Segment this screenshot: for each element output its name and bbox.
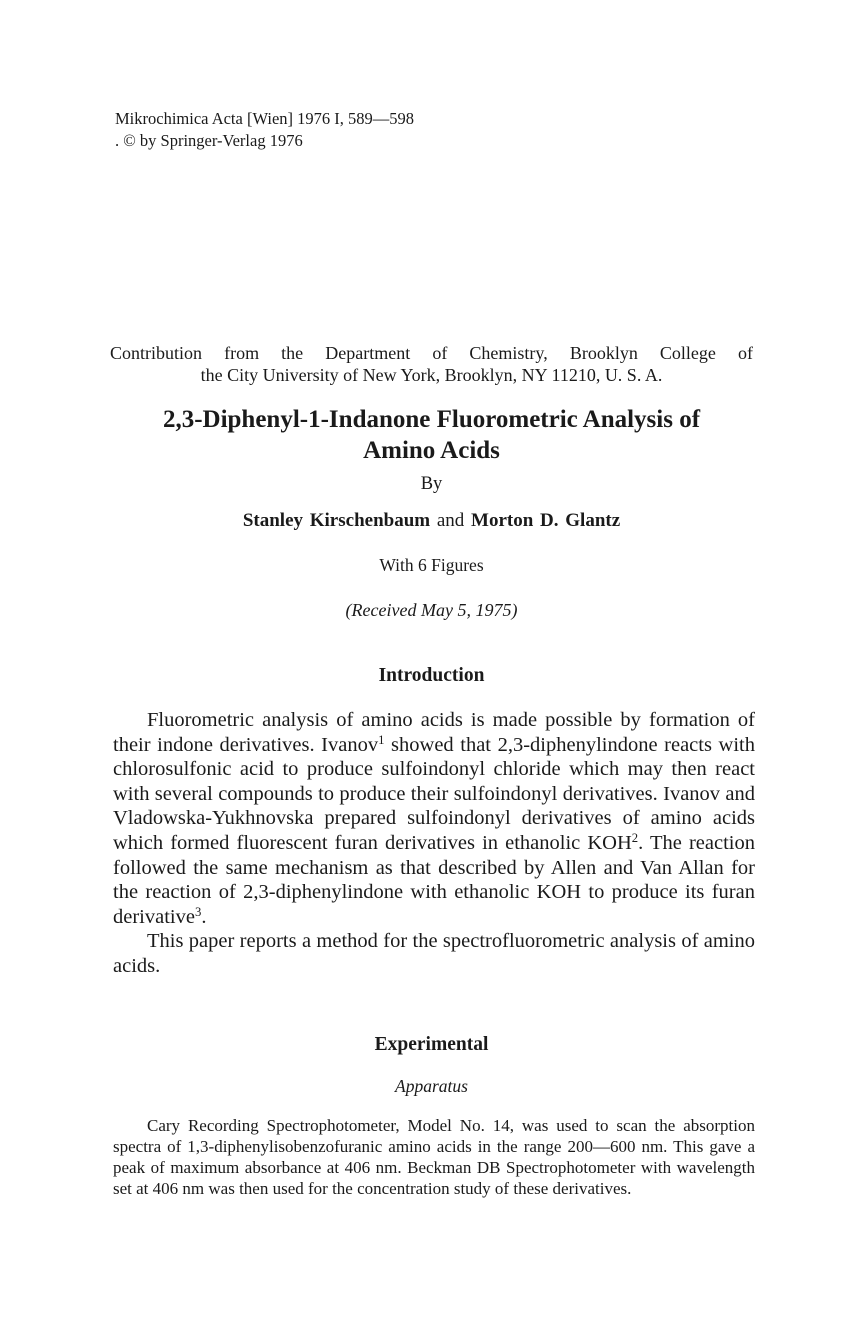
intro-text-part-2: showed that 2,3-diphenylindone reacts with chlorosulfonic acid to produce sulfoindonyl chloride which may then react with several compounds to produce their sulfoindonyl derivatives. Ivanov and Vladowska-Yukhnovska prepared sulfoindonyl derivatives of amino acids which formed fluorescent furan derivatives in ethanolic KOH bbox=[113, 733, 755, 854]
paper-title-line-2: Amino Acids bbox=[363, 437, 500, 464]
journal-copyright: . © by Springer-Verlag 1976 bbox=[115, 131, 303, 150]
affiliation bbox=[110, 342, 753, 386]
apparatus-body bbox=[113, 1116, 755, 1200]
author-1: Stanley Kirschenbaum bbox=[242, 510, 431, 531]
introduction-body bbox=[113, 708, 755, 979]
intro-text-part-1: Fluorometric analysis of amino acids is made possible by formation of their indone derivatives. Ivanov bbox=[113, 709, 755, 756]
paper-title bbox=[60, 404, 803, 466]
journal-info bbox=[115, 108, 414, 152]
authors bbox=[0, 510, 863, 532]
received-date: (Received May 5, 1975) bbox=[345, 600, 518, 620]
intro-text-part-3: . The reaction followed the same mechanism as that described by Allen and Van Allan for the reaction of 2,3-diphenylindone with ethanolic KOH to produce its furan derivative bbox=[113, 831, 755, 928]
apparatus-paragraph-1: Cary Recording Spectrophotometer, Model No. 14, was used to scan the absorption spectra of 1,3-diphenylisobenzofuranic amino acids in the range 200—600 nm. This gave a peak of maximum absorbance at 406 nm. Beckman DB Spectrophotometer with wavelength set at 406 nm was then used for the concentration study of these derivatives. bbox=[113, 1116, 755, 1198]
intro-text-part-4: . bbox=[201, 905, 207, 928]
introduction-heading: Introduction bbox=[378, 665, 485, 686]
experimental-heading: Experimental bbox=[374, 1034, 489, 1055]
figures-note: With 6 Figures bbox=[379, 555, 484, 575]
author-conjunction: and bbox=[436, 510, 465, 531]
introduction-paragraph-1 bbox=[113, 708, 755, 929]
journal-citation: Mikrochimica Acta [Wien] 1976 I, 589—598 bbox=[115, 109, 415, 128]
paper-title-line-1: 2,3-Diphenyl-1-Indanone Fluorometric Analysis of bbox=[162, 406, 701, 433]
reference-3: 3 bbox=[194, 904, 202, 919]
affiliation-line-1: Contribution from the Department of Chemistry, Brooklyn College of bbox=[110, 343, 753, 363]
affiliation-line-2: the City University of New York, Brooklyn, NY 11210, U. S. A. bbox=[200, 365, 663, 385]
author-2: Morton D. Glantz bbox=[471, 510, 621, 531]
by-line: By bbox=[420, 474, 443, 494]
introduction-paragraph-2: This paper reports a method for the spectrofluorometric analysis of amino acids. bbox=[113, 930, 755, 977]
reference-2: 2 bbox=[631, 830, 639, 845]
apparatus-subheading: Apparatus bbox=[395, 1076, 468, 1096]
reference-1: 1 bbox=[378, 732, 385, 747]
